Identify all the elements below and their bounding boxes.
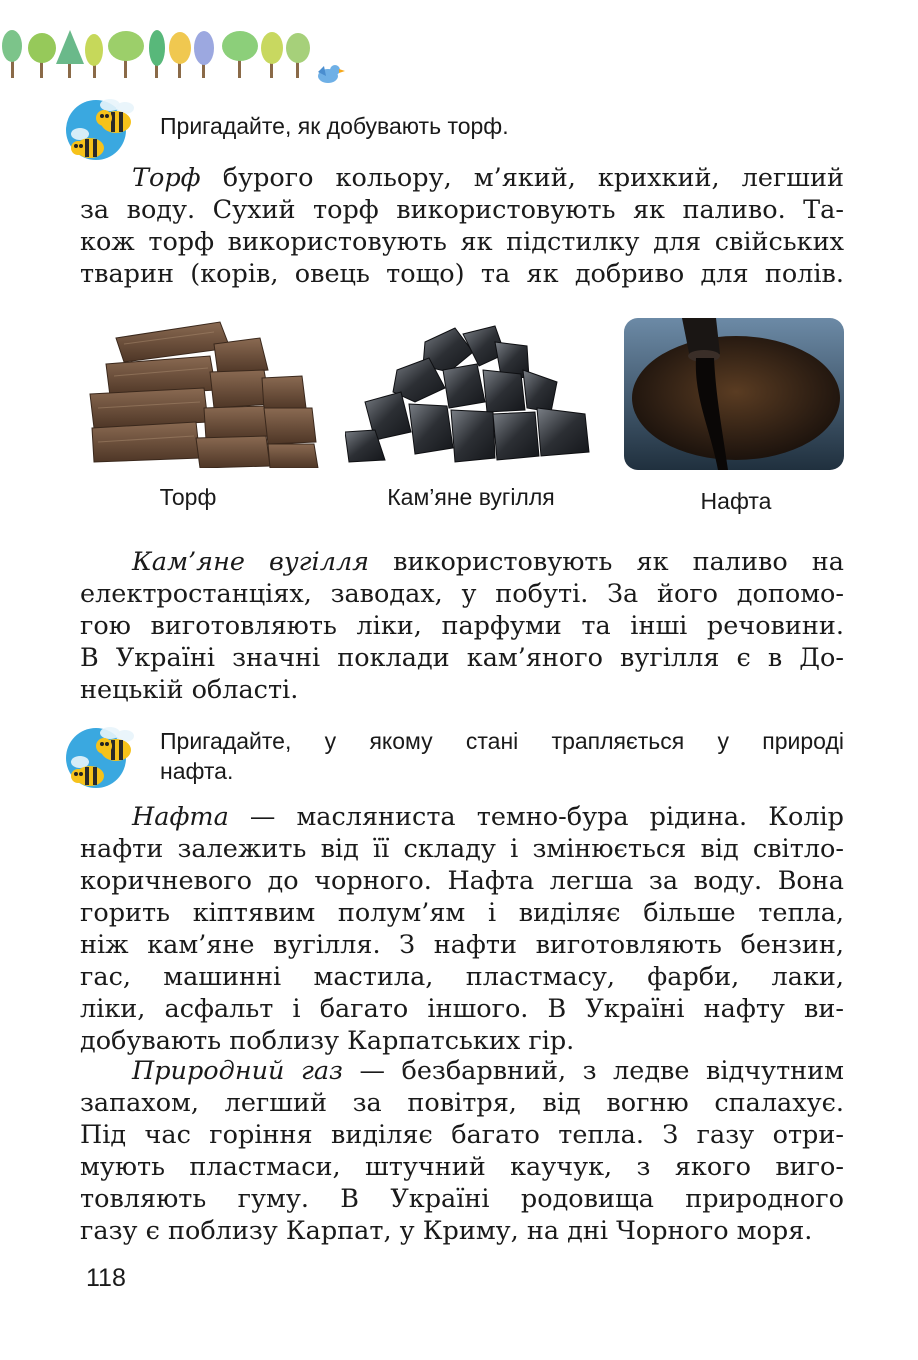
paragraph-line: газу є поблизу Карпат, у Криму, на дні Чорного моря. xyxy=(80,1216,813,1246)
tree-border-decoration xyxy=(0,18,350,83)
paragraph-line: за воду. Сухий торф використовують як паливо. Та- xyxy=(80,195,844,225)
paragraph-line: ніж кам’яне вугілля. З нафти виготовляють бензин, xyxy=(80,930,844,960)
paragraph-line: Кам’яне вугілля використовують як паливо на xyxy=(132,547,844,577)
bees-hint-icon xyxy=(62,724,140,794)
hint-text: Пригадайте, у якому стані трапляється у природі xyxy=(160,728,844,754)
hint-peat xyxy=(160,111,509,141)
bees-hint-icon xyxy=(62,96,140,166)
tree-icon xyxy=(149,30,165,78)
paragraph-line: запахом, легший за повітря, від вогню спалахує. xyxy=(80,1088,844,1118)
paragraph-line: нецькій області. xyxy=(80,675,299,705)
bird-icon xyxy=(318,65,345,83)
tree-icon xyxy=(108,31,144,78)
tree-icon xyxy=(2,30,22,78)
paragraph-line: електростанціях, заводах, у побуті. За його допомо- xyxy=(80,579,844,609)
paragraph-line: гою виготовляють ліки, парфуми та інші речовини. xyxy=(80,611,844,641)
paragraph-line: гас, машинні мастила, пластмасу, фарби, лаки, xyxy=(80,962,844,992)
paragraph-peat xyxy=(80,162,844,290)
term-gas: Природний газ xyxy=(132,1056,343,1086)
term-coal: Кам’яне вугілля xyxy=(132,547,370,577)
caption-coal: Кам’яне вугілля xyxy=(387,484,555,510)
tree-icon xyxy=(286,33,310,78)
paragraph-line: Природний газ — безбарвний, з ледве відчутним xyxy=(132,1056,844,1086)
term-oil: Нафта xyxy=(132,802,229,832)
peat-bricks-image xyxy=(84,318,320,468)
paragraph-line: кож торф використовують як підстилку для свійських xyxy=(80,227,844,257)
caption-oil: Нафта xyxy=(700,488,772,514)
paragraph-line: Нафта — масляниста темно-бура рідина. Колір xyxy=(132,802,844,832)
paragraph-coal xyxy=(80,546,844,706)
paragraph-line: ліки, асфальт і багато іншого. В Україні нафту ви- xyxy=(80,994,844,1024)
tree-icon xyxy=(222,31,258,78)
paragraph-gas xyxy=(80,1055,844,1247)
hint-text: нафта. xyxy=(160,758,234,784)
hint-oil xyxy=(160,726,844,786)
paragraph-line: Торф бурого кольору, м’який, крихкий, легший xyxy=(132,163,844,193)
paragraph-line: товляють гуму. В Україні родовища природного xyxy=(80,1184,844,1214)
tree-icon xyxy=(85,34,103,78)
tree-icon xyxy=(28,33,56,78)
tree-icon xyxy=(56,30,84,78)
paragraph-line: Під час горіння виділяє багато тепла. З газу отри- xyxy=(80,1120,844,1150)
tree-icon xyxy=(194,31,214,78)
coal-lumps-image xyxy=(345,322,605,468)
page-number: 118 xyxy=(86,1264,126,1292)
paragraph-line: В Україні значні поклади кам’яного вугілля є в До- xyxy=(80,643,844,673)
oil-pouring-image xyxy=(624,318,844,470)
paragraph-line: нафти залежить від її складу і змінюється від світло- xyxy=(80,834,844,864)
paragraph-line: тварин (корів, овець тощо) та як добриво для полів. xyxy=(80,259,844,289)
paragraph-line: горить кіптявим полум’ям і виділяє більше тепла, xyxy=(80,898,844,928)
tree-icon xyxy=(261,32,283,78)
caption-peat: Торф xyxy=(159,484,217,510)
hint-text: Пригадайте, як добувають торф. xyxy=(160,113,509,139)
paragraph-line: коричневого до чорного. Нафта легша за воду. Вона xyxy=(80,866,844,896)
term-peat: Торф xyxy=(132,163,201,193)
paragraph-line: добувають поблизу Карпатських гір. xyxy=(80,1026,575,1056)
paragraph-line: мують пластмаси, штучний каучук, з якого виго- xyxy=(80,1152,844,1182)
paragraph-oil xyxy=(80,801,844,1057)
tree-icon xyxy=(169,32,191,78)
